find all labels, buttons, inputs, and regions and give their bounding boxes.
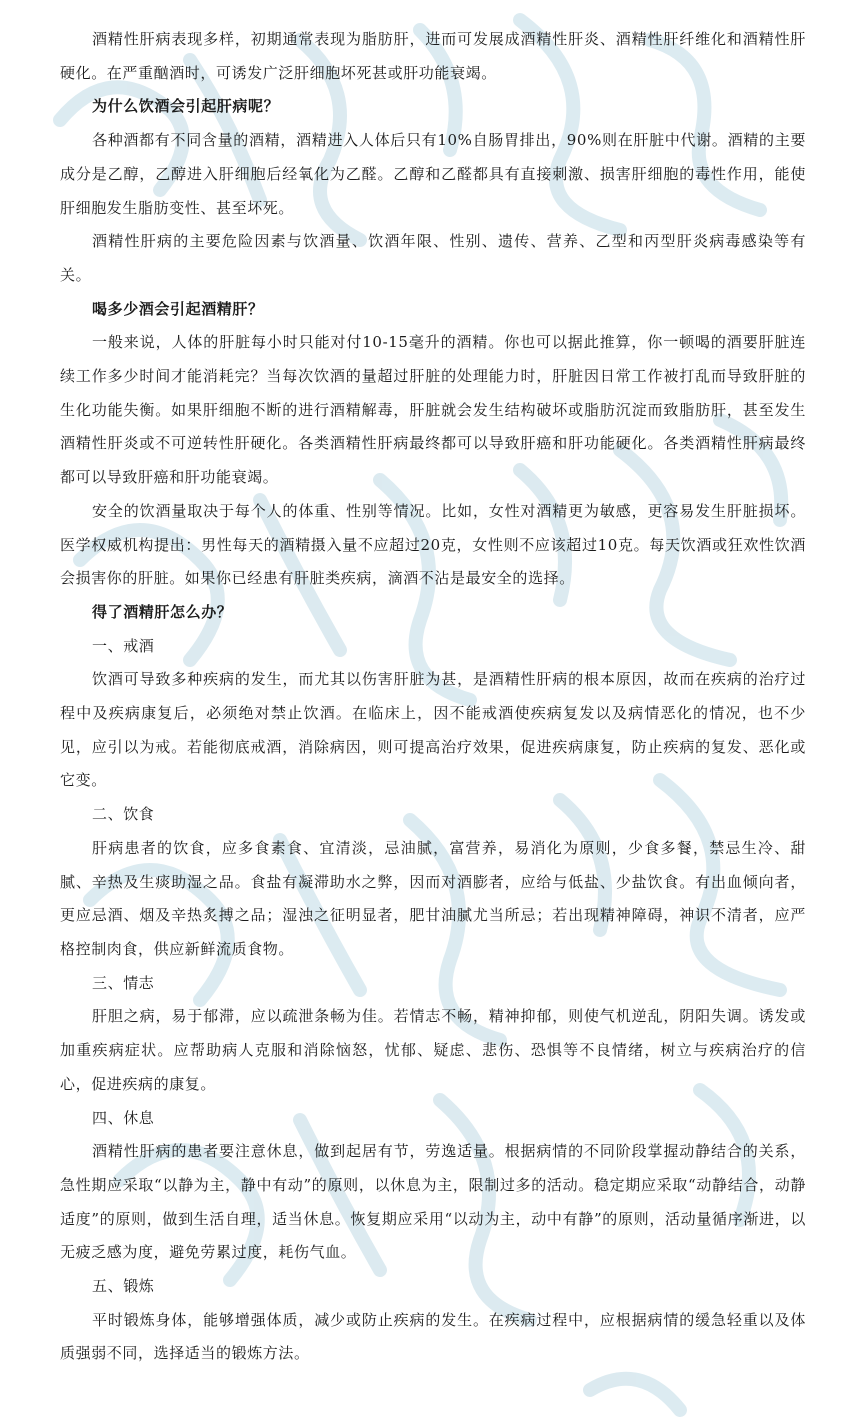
paragraph: 酒精性肝病的患者要注意休息，做到起居有节，劳逸适量。根据病情的不同阶段掌握动静结合的关系，急性期应采取“以静为主，静中有动”的原则，以休息为主，限制过多的活动。稳定期应采取“动静结合，动静适度”的原则，做到生活自理，适当休息。恢复期应采用“以动为主，动中有静”的原则，活动量循序渐进，以无疲乏感为度，避免劳累过度，耗伤气血。 — [60, 1142, 806, 1262]
paragraph: 平时锻炼身体，能够增强体质，减少或防止疾病的发生。在疾病过程中，应根据病情的缓急轻重以及体质强弱不同，选择适当的锻炼方法。 — [60, 1310, 806, 1363]
paragraph: 肝胆之病，易于郁滞，应以疏泄条畅为佳。若情志不畅，精神抑郁，则使气机逆乱，阴阳失调。诱发或加重疾病症状。应帮助病人克服和消除恼怒，忧郁、疑虑、悲伤、恐惧等不良情绪，树立与疾病治疗的信心，促进疾病的康复。 — [60, 1007, 806, 1093]
paragraph: 酒精性肝病表现多样，初期通常表现为脂肪肝，进而可发展成酒精性肝炎、酒精性肝纤维化和酒精性肝硬化。在严重酗酒时，可诱发广泛肝细胞坏死甚或肝功能衰竭。 — [60, 30, 806, 82]
subsection-heading: 四、休息 — [92, 1108, 155, 1127]
subsection-heading: 三、情志 — [92, 973, 155, 992]
subsection-heading: 二、饮食 — [92, 805, 155, 824]
section-heading: 得了酒精肝怎么办？ — [92, 602, 233, 621]
paragraph: 肝病患者的饮食，应多食素食、宜清淡，忌油腻，富营养，易消化为原则，少食多餐，禁忌生冷、甜腻、辛热及生痰助湿之品。食盐有凝滞助水之弊，因而对酒膨者，应给与低盐、少盐饮食。有出血倾向者，更应忌酒、烟及辛热炙搏之品；湿浊之征明显者，肥甘油腻尤当所忌；若出现精神障碍，神识不清者，应严格控制肉食，供应新鲜流质食物。 — [60, 838, 806, 958]
section-heading: 喝多少酒会引起酒精肝？ — [92, 299, 264, 318]
paragraph: 各种酒都有不同含量的酒精，酒精进入人体后只有10%自肠胃排出，90%则在肝脏中代谢。酒精的主要成分是乙醇，乙醇进入肝细胞后经氧化为乙醛。乙醇和乙醛都具有直接刺激、损害肝细胞的毒性作用，能使肝细胞发生脂肪变性、甚至坏死。 — [60, 131, 806, 217]
subsection-heading: 一、戒酒 — [92, 636, 155, 655]
paragraph: 酒精性肝病的主要危险因素与饮酒量、饮酒年限、性别、遗传、营养、乙型和丙型肝炎病毒感染等有关。 — [60, 232, 806, 284]
paragraph: 饮酒可导致多种疾病的发生，而尤其以伤害肝脏为甚，是酒精性肝病的根本原因，故而在疾病的治疗过程中及疾病康复后，必须绝对禁止饮酒。在临床上，因不能戒酒使疾病复发以及病情恶化的情况，也不少见，应引以为戒。若能彻底戒酒，消除病因，则可提高治疗效果，促进疾病康复，防止疾病的复发、恶化或它变。 — [60, 670, 806, 790]
paragraph: 安全的饮酒量取决于每个人的体重、性别等情况。比如，女性对酒精更为敏感，更容易发生肝脏损坏。医学权威机构提出：男性每天的酒精摄入量不应超过20克，女性则不应该超过10克。每天饮酒或狂欢性饮酒会损害你的肝脏。如果你已经患有肝脏类疾病，滴酒不沾是最安全的选择。 — [60, 501, 806, 588]
section-heading: 为什么饮酒会引起肝病呢？ — [92, 97, 280, 116]
subsection-heading: 五、锻炼 — [92, 1277, 155, 1296]
paragraph: 一般来说，人体的肝脏每小时只能对付10-15毫升的酒精。你也可以据此推算，你一顿喝的酒要肝脏连续工作多少时间才能消耗完？当每次饮酒的量超过肝脏的处理能力时，肝脏因日常工作被打乱而导致肝脏的生化功能失衡。如果肝细胞不断的进行酒精解毒，肝脏就会发生结构破坏或脂肪沉淀而致脂肪肝，甚至发生酒精性肝炎或不可逆转性肝硬化。各类酒精性肝病最终都可以导致肝癌和肝功能硬化。各类酒精性肝病最终都可以导致肝癌和肝功能衰竭。 — [60, 333, 806, 487]
